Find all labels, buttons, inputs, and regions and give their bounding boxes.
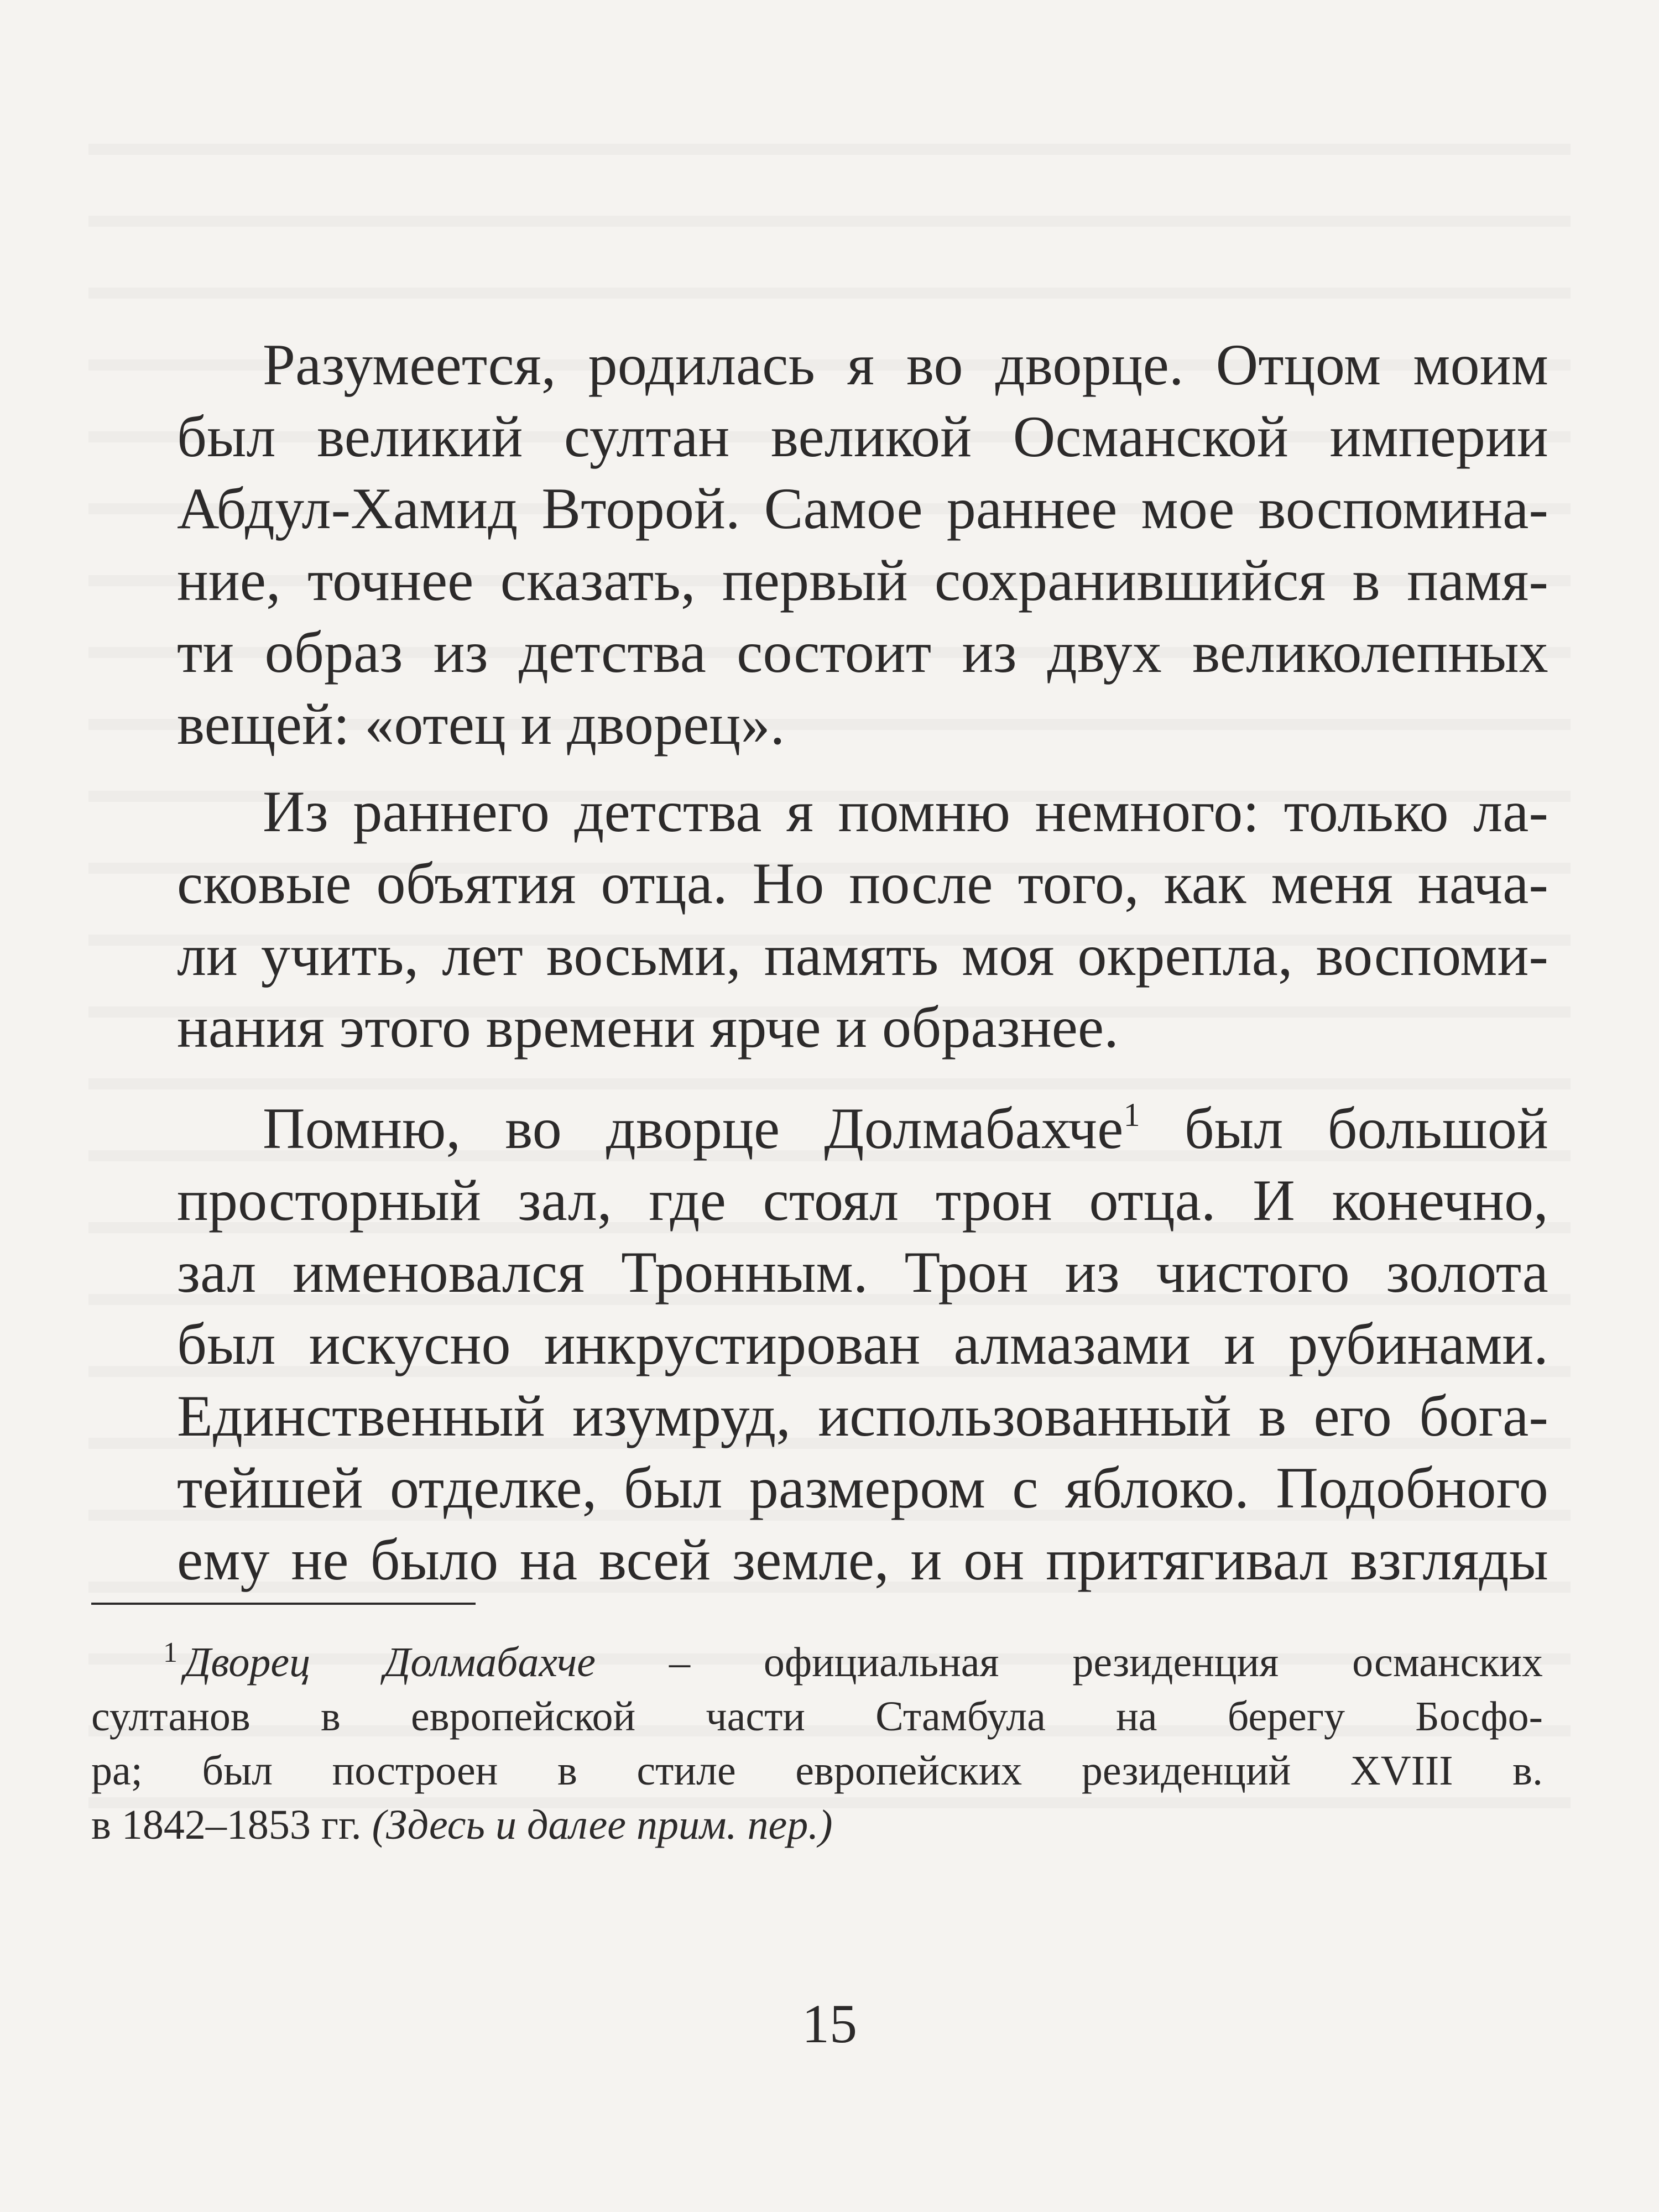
footnote-reference: 1 bbox=[1123, 1097, 1140, 1133]
text-line: ли учить, лет восьми, память моя окрепла, воспоми- bbox=[177, 923, 1548, 988]
paragraph-2 bbox=[91, 776, 1548, 1063]
text-line: ние, точнее сказать, первый сохранившийся в памя- bbox=[177, 548, 1548, 613]
footnote bbox=[91, 1626, 1543, 1852]
text-fragment: был большой bbox=[1140, 1096, 1549, 1161]
text-line: Абдул-Хамид Второй. Самое раннее мое воспомина- bbox=[177, 476, 1548, 541]
paragraph-1 bbox=[91, 329, 1548, 760]
text-line: вещей: «отец и дворец». bbox=[177, 692, 785, 757]
text-fragment: – официальная резиденция османских bbox=[596, 1639, 1543, 1686]
footnote-line: ра; был построен в стиле европейских резиденций XVIII в. bbox=[91, 1747, 1543, 1794]
text-line: зал именовался Тронным. Трон из чистого золота bbox=[177, 1240, 1548, 1305]
text-fragment: в 1842–1853 гг. bbox=[91, 1802, 372, 1848]
footnote-line bbox=[91, 1798, 1543, 1852]
footnote-divider bbox=[91, 1603, 476, 1605]
footnote-term: Дворец Долмабахче bbox=[184, 1639, 596, 1686]
text-line: был искусно инкрустирован алмазами и рубинами. bbox=[177, 1312, 1548, 1376]
footnote-number: 1 bbox=[163, 1637, 178, 1668]
footnote-line bbox=[91, 1626, 1543, 1689]
paragraph-3 bbox=[91, 1079, 1548, 1596]
text-line: Разумеется, родилась я во дворце. Отцом моим bbox=[263, 332, 1548, 397]
page-number: 15 bbox=[802, 1993, 857, 2054]
text-line: ему не было на всей земле, и он притягивал взгляды bbox=[177, 1527, 1548, 1592]
text-line: просторный зал, где стоял трон отца. И конечно, bbox=[177, 1168, 1548, 1233]
text-line: ти образ из детства состоит из двух великолепных bbox=[177, 620, 1548, 685]
text-line: тейшей отделке, был размером с яблоко. Подобного bbox=[177, 1455, 1548, 1520]
text-line: нания этого времени ярче и образнее. bbox=[177, 995, 1119, 1060]
text-line: Единственный изумруд, использованный в его бога- bbox=[177, 1384, 1548, 1448]
text-line: был великий султан великой Османской империи bbox=[177, 404, 1548, 469]
footnote-line: султанов в европейской части Стамбула на берегу Босфо- bbox=[91, 1693, 1543, 1740]
text-line: сковые объятия отца. Но после того, как меня нача- bbox=[177, 851, 1548, 916]
text-fragment: Помню, во дворце Долмабахче bbox=[263, 1096, 1124, 1161]
text-line: Из раннего детства я помню немного: только ла- bbox=[263, 779, 1548, 844]
main-text bbox=[91, 329, 1548, 1596]
translator-note: (Здесь и далее прим. пер.) bbox=[372, 1802, 833, 1848]
text-line bbox=[91, 1079, 1548, 1165]
